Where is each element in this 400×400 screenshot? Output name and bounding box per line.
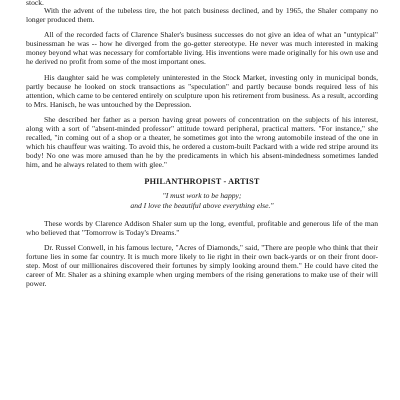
paragraph-acres-of-diamonds: Dr. Russel Conwell, in his famous lecture, "Acres of Diamonds," said, "There are people who think that their fortune lies in some far country. It is much more likely to lie right in their own back-yards or on their front door-step. Most of our millionaires discovered their fortunes by simply looking around them." He could have cited the career of Mr. Shaler as a shining example when urging members of the rising generations to make use of their will power.	[26, 242, 378, 289]
paragraph-absent-minded: She described her father as a person having great powers of concentration on the subjects of his interest, along with a sort of "absent-minded professor" attitude toward peripheral, practical matters. "For instance," she recalled, "in coming out of a shop or a theater, he sometimes got into the wrong automobile instead of the one in which his chauffeur was waiting. To avoid this, he ordered a custom-built Packard with a wide red stripe around its body! No one was more amused than he by the predicaments in which his absent-mindedness sometimes landed him, and he always related to them with glee."	[26, 114, 378, 170]
epigraph-quote	[26, 191, 378, 211]
paragraph-these-words: These words by Clarence Addison Shaler sum up the long, eventful, profitable and generous life of the man who believed that "Tomorrow is Today's Dreams."	[26, 218, 378, 237]
paragraph-stock-market: His daughter said he was completely uninterested in the Stock Market, investing only in municipal bonds, partly because he looked on stock transactions as "speculation" and partly because bonds required less of his attention, which came to be centered entirely on sculpture upon his retirement from business. As a result, according to Mrs. Hanisch, he was untouched by the Depression.	[26, 72, 378, 109]
top-fragment: stock.	[26, 0, 44, 6]
paragraph-untypical-businessman: All of the recorded facts of Clarence Shaler's business successes do not give an idea of what an "untypical" businessman he was -- how he diverged from the go-getter stereotype. He never was much interested in making money beyond what was necessary for comfortable living. His inventions were made originally for his own use and he derived no profit from some of the most important ones.	[26, 30, 378, 67]
quote-line-2: and I love the beautiful above everything else."	[130, 200, 274, 210]
section-heading: PHILANTHROPIST - ARTIST	[144, 176, 260, 186]
paragraph-tubeless-tire: With the advent of the tubeless tire, the hot patch business declined, and by 1965, the Shaler company no longer produced them.	[26, 6, 378, 25]
quote-line-1: "I must work to be happy;	[162, 190, 242, 200]
